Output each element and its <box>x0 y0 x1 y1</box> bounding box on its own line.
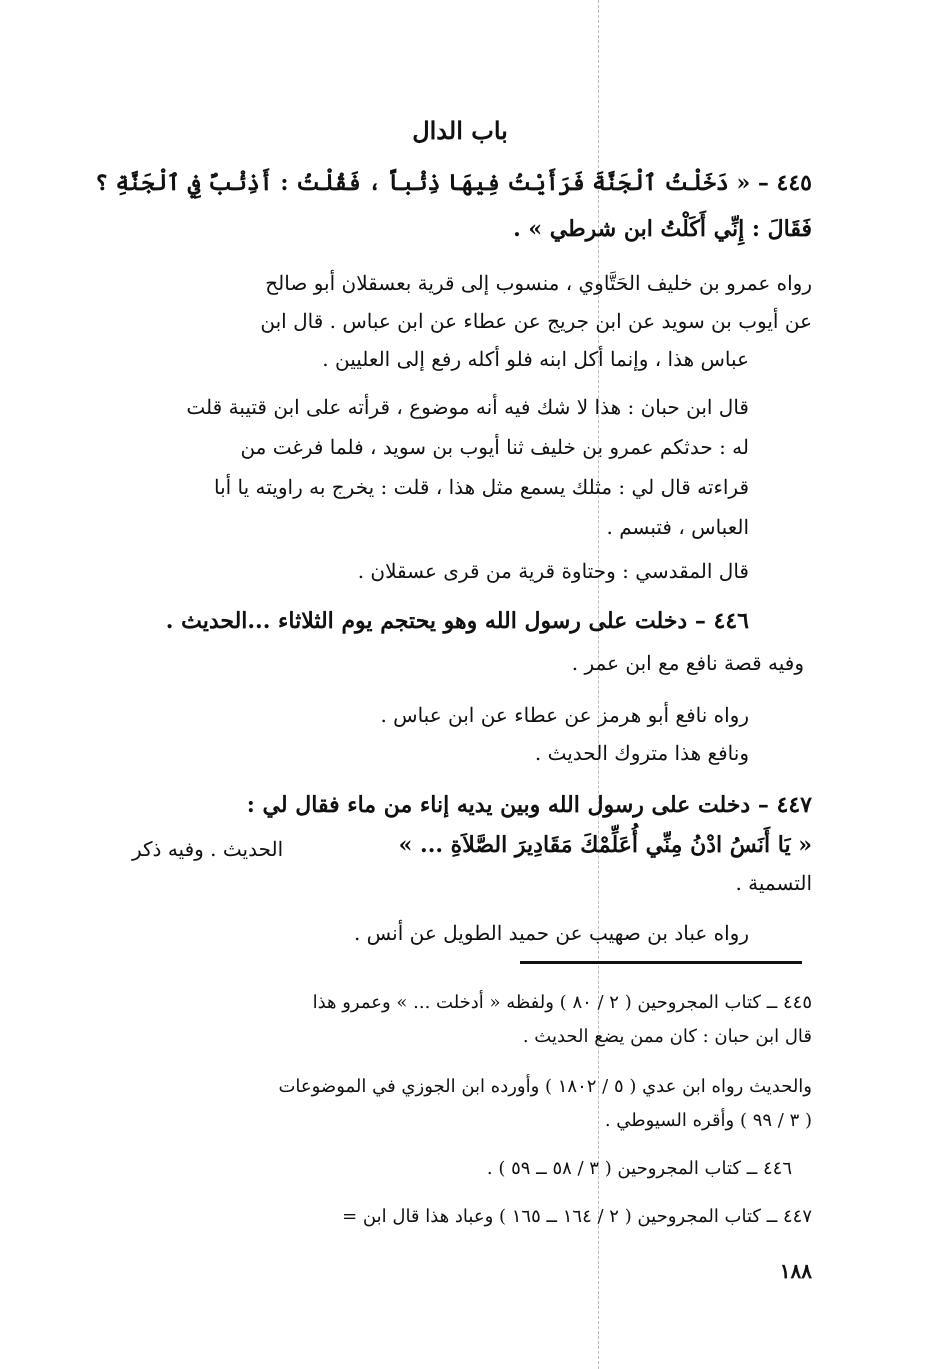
hadith-447-line-2-end: الحديث . وفيه ذكر <box>132 837 284 861</box>
ibn-hibban-comment-1: قال ابن حبان : هذا لا شك فيه أنه موضوع ، قرأته على ابن قتيبة قلت <box>186 395 749 419</box>
hadith-445-narration-2: عن أيوب بن سويد عن ابن جريج عن عطاء عن ابن عباس . قال ابن <box>260 309 812 333</box>
hadith-445-line-1: ٤٤٥ – « دَخَلْتُ ٱلْجَنَّةَ فَرَأَيْتُ فِيهَا ذِئْباً ، فَقُلْتُ : أَذِئْبٌ فِي ٱلْجَنَّةِ ؟ <box>95 170 812 196</box>
hadith-446-line-2: وفيه قصة نافع مع ابن عمر . <box>571 651 804 675</box>
footnote-447: ٤٤٧ ــ كتاب المجروحين ( ٢ / ١٦٤ ــ ١٦٥ ) وعباد هذا قال ابن = <box>342 1206 812 1227</box>
footnote-445-line-3: والحديث رواه ابن عدي ( ٥ / ١٨٠٢ ) وأورده ابن الجوزي في الموضوعات <box>278 1076 812 1097</box>
hadith-446-narration-2: ونافع هذا متروك الحديث . <box>534 741 749 765</box>
footnote-separator <box>520 961 802 964</box>
footnote-445-line-4: ( ٣ / ٩٩ ) وأقره السيوطي . <box>604 1110 812 1131</box>
page-number: ١٨٨ <box>779 1259 812 1283</box>
hadith-445-narration-3: عباس هذا ، وإنما أكل ابنه فلو أكله رفع إلى العليين . <box>322 347 749 371</box>
footnote-445-line-2: قال ابن حبان : كان ممن يضع الحديث . <box>522 1026 812 1047</box>
footnote-445-line-1: ٤٤٥ ــ كتاب المجروحين ( ٢ / ٨٠ ) ولفظه « أدخلت ... » وعمرو هذا <box>312 992 812 1013</box>
ibn-hibban-comment-3: قراءته قال لي : مثلك يسمع مثل هذا ، قلت : يخرج به راويته يا أبا <box>213 475 749 499</box>
hadith-447-quote: « يَا أَنَسُ ادْنُ مِنِّي أُعَلِّمْكَ مَقَادِيرَ الصَّلاَةِ ... » <box>398 832 812 858</box>
chapter-title: باب الدال <box>412 116 508 145</box>
ibn-hibban-comment-4: العباس ، فتبسم . <box>606 515 749 539</box>
ibn-hibban-comment-2: له : حدثكم عمرو بن خليف ثنا أيوب بن سويد ، فلما فرغت من <box>240 435 749 459</box>
hadith-447-line-1: ٤٤٧ – دخلت على رسول الله وبين يديه إناء من ماء فقال لي : <box>246 792 812 818</box>
hadith-446-line-1: ٤٤٦ – دخلت على رسول الله وهو يحتجم يوم الثلاثاء ...الحديث . <box>165 608 749 634</box>
hadith-445-narration-1: رواه عمرو بن خليف الحَتَّاوي ، منسوب إلى قرية بعسقلان أبو صالح <box>265 271 812 295</box>
hadith-446-narration-1: رواه نافع أبو هرمز عن عطاء عن ابن عباس . <box>380 703 749 727</box>
footnote-446: ٤٤٦ ــ كتاب المجروحين ( ٣ / ٥٨ ــ ٥٩ ) . <box>486 1158 792 1179</box>
maqdisi-comment: قال المقدسي : وحتاوة قرية من قرى عسقلان . <box>357 559 749 583</box>
hadith-447-line-3: التسمية . <box>735 871 812 895</box>
hadith-445-line-2: فَقَالَ : إِنِّي أَكَلْتُ ابن شرطي » . <box>513 216 812 242</box>
hadith-447-narration-1: رواه عباد بن صهيب عن حميد الطويل عن أنس . <box>353 921 749 945</box>
